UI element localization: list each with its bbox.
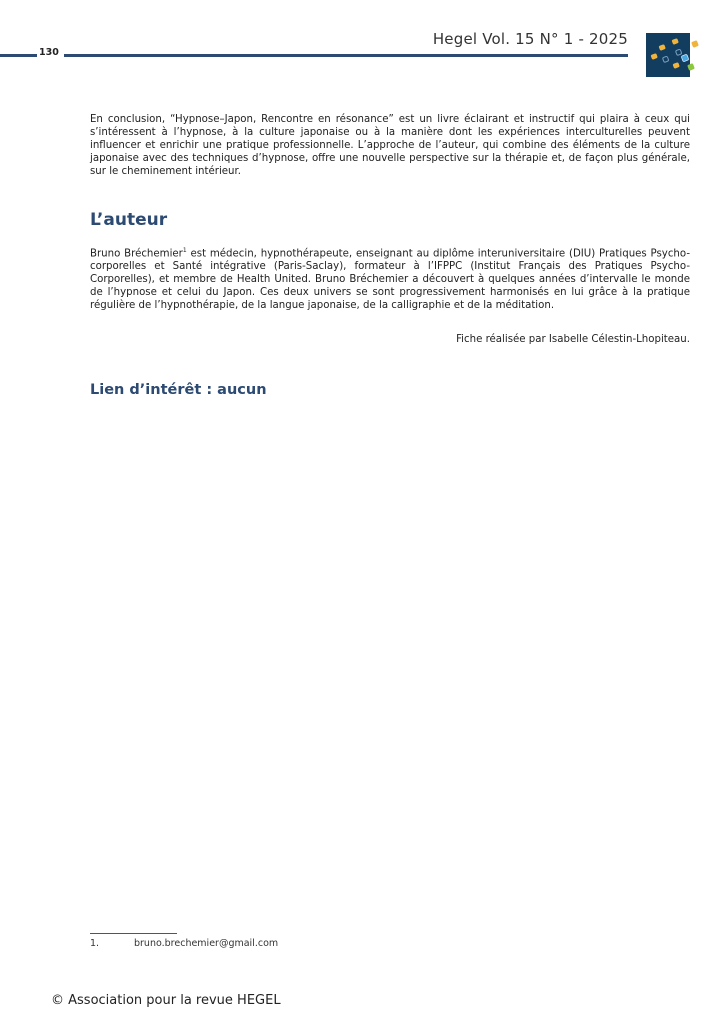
author-heading: L’auteur [90,210,168,230]
hegel-logo-icon [646,33,690,77]
page-number: 130 [39,47,59,58]
author-name: Bruno Bréchemier [90,248,183,260]
header-rule-right [64,54,628,57]
footnote-reference[interactable]: 1 [182,247,187,254]
review-signature: Fiche réalisée par Isabelle Célestin-Lhopiteau. [456,334,690,345]
footnote-item [90,938,278,949]
conclusion-paragraph: En conclusion, “Hypnose–Japon, Rencontre en résonance” est un livre éclairant et instructif qui plaira à ceux qui s’intéressent à l’hypnose, à la culture japonaise ou à la manière dont les expériences interculturelles peuvent influencer et enrichir une pratique professionnelle. L’approche de l’auteur, qui combine des éléments de la culture japonaise avec des techniques d’hypnose, offre une nouvelle perspective sur la thérapie et, de façon plus générale, sur le cheminement intérieur. [90,114,690,177]
author-bio: est médecin, hypnothérapeute, enseignant au diplôme interuniversitaire (DIU) Pratiques Psycho-corporelles et Santé intégrative (Paris-Saclay), formateur à l’IFPPC (Institut Français des Pratiques Psycho-Corporelles), et membre de Health United. Bruno Bréchemier a découvert à quelques années d’intervalle le monde de l’hypnose et celui du Japon. Ces deux univers se sont progressivement harmonisés en lui grâce à la pratique régulière de l’hypnothérapie, de la langue japonaise, de la calligraphie et de la méditation. [90,248,690,312]
interest-heading: Lien d’intérêt : aucun [90,382,267,398]
footnote-number: 1. [90,938,100,949]
footnote-divider [90,933,177,934]
journal-title: Hegel Vol. 15 N° 1 - 2025 [432,30,628,48]
header-rule-left [0,54,37,57]
author-paragraph [90,244,690,312]
copyright-footer: © Association pour la revue HEGEL [51,993,281,1008]
footnote-email[interactable]: bruno.brechemier@gmail.com [134,938,279,949]
